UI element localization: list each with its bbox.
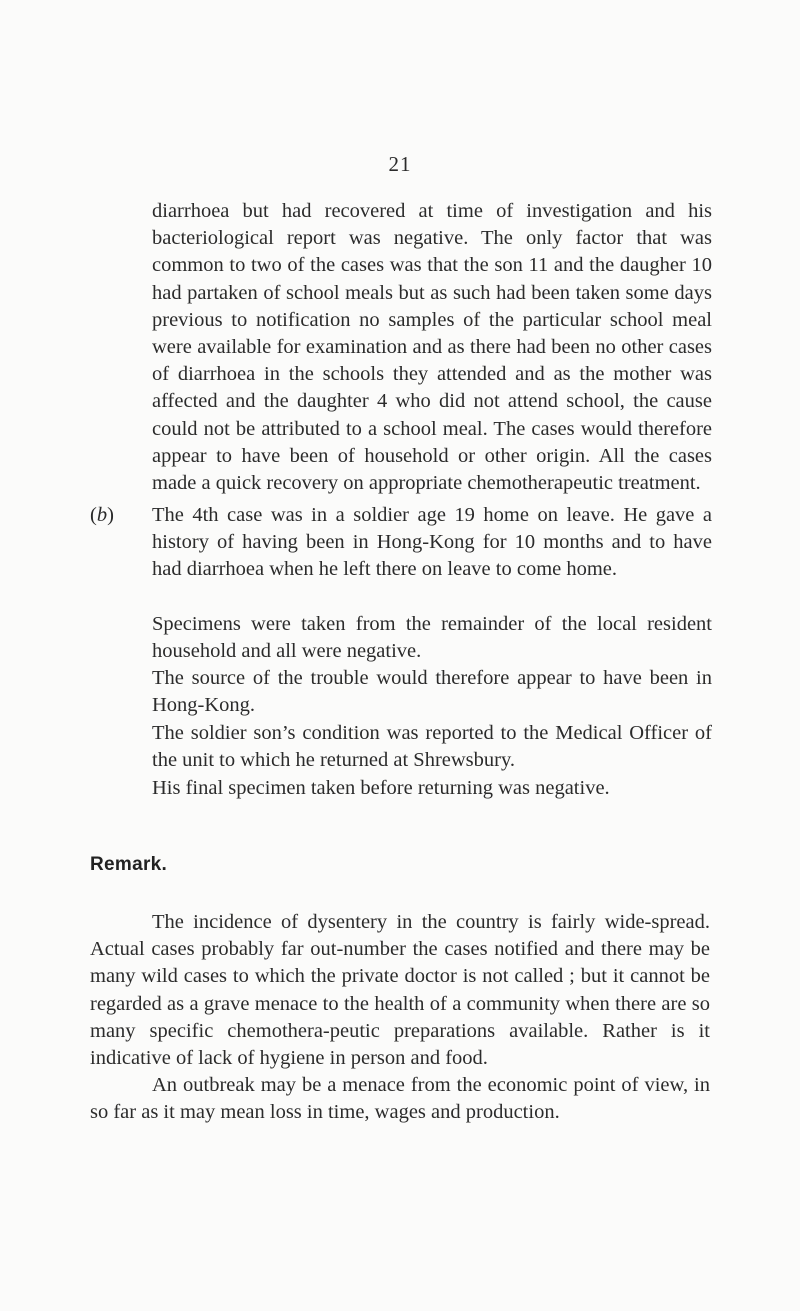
paragraph-source: The source of the trouble would therefore appear to have been in Hong-Kong. [152, 667, 712, 717]
item-label-open: ( [90, 504, 97, 526]
item-label-letter: b [96, 504, 108, 526]
paragraph-specimens: Specimens were taken from the remainder of the local resident household and all were negative. [152, 613, 712, 663]
page-number: 21 [388, 152, 412, 176]
paragraph-item-b: The 4th case was in a soldier age 19 home on leave. He gave a history of having been in Hong-Kong for 10 months and to have had diarrhoea when he left there on leave to come home. [152, 504, 712, 581]
remark-paragraph-2: An outbreak may be a menace from the economic point of view, in so far as it may mean loss in time, wages and production. [90, 1074, 710, 1124]
remark-paragraph-1: The incidence of dysentery in the country is fairly wide-spread. Actual cases probably far out-number the cases notified and there may be many wild cases to which the private doctor is not called ; but it cannot be regarded as a grave menace to the health of a community when there are so many specific chemothera-peutic preparations available. Rather is it indicative of lack of hygiene in person and food. [90, 911, 710, 1070]
remark-heading: Remark. [90, 854, 168, 875]
item-label-close: ) [107, 504, 114, 526]
paragraph-final-specimen: His final specimen taken before returning was negative. [152, 777, 610, 799]
item-label-b [90, 502, 114, 529]
paragraph-continuation: diarrhoea but had recovered at time of investigation and his bacteriological report was negative. The only factor that was common to two of the cases was that the son 11 and the daugher 10 had partaken of school meals but as such had been taken some days previous to notification no samples of the particular school meal were available for examination and as there had been no other cases of diarrhoea in the schools they attended and as the mother was affected and the daughter 4 who did not attend school, the cause could not be attributed to a school meal. The cases would therefore appear to have been of household or other origin. All the cases made a quick recovery on appropriate chemotherapeutic treatment. [152, 200, 712, 495]
paragraph-soldier-son: The soldier son’s condition was reported to the Medical Officer of the unit to which he returned at Shrewsbury. [152, 722, 712, 772]
